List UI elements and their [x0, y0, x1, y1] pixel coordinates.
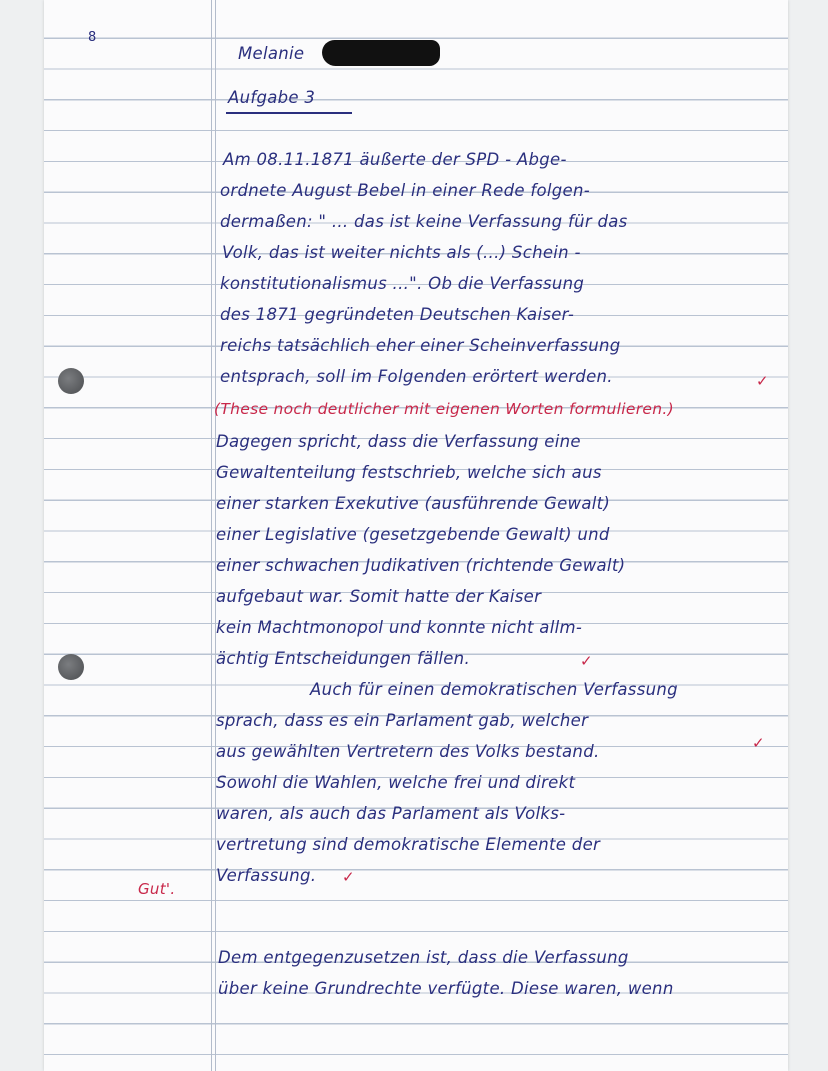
check-mark-2: ✓ [580, 652, 593, 670]
task-title: Aufgabe 3 [228, 88, 316, 107]
page-number: 8 [88, 30, 97, 45]
text-line-13: einer schwachen Judikativen (richtende Gewalt) [216, 556, 626, 575]
text-line-7: reichs tatsächlich eher einer Scheinverfassung [220, 336, 621, 355]
text-line-10: Gewaltenteilung festschrieb, welche sich aus [216, 463, 602, 482]
text-line-24: Dem entgegenzusetzen ist, dass die Verfassung [218, 948, 629, 967]
redaction-bar [322, 40, 440, 66]
margin-grade-note: Gut'. [138, 880, 176, 898]
text-line-14: aufgebaut war. Somit hatte der Kaiser [216, 587, 542, 606]
text-line-18: sprach, dass es ein Parlament gab, welcher [216, 711, 589, 730]
text-line-9: Dagegen spricht, dass die Verfassung eine [216, 432, 581, 451]
text-line-25: über keine Grundrechte verfügte. Diese waren, wenn [218, 979, 674, 998]
text-line-3: dermaßen: " ... das ist keine Verfassung für das [220, 212, 628, 231]
text-line-19: aus gewählten Vertretern des Volks bestand. [216, 742, 600, 761]
punch-hole-bottom [58, 654, 84, 680]
text-line-23: Verfassung. [216, 866, 317, 885]
text-line-12: einer Legislative (gesetzgebende Gewalt) und [216, 525, 610, 544]
text-line-22: vertretung sind demokratische Elemente der [216, 835, 601, 854]
student-name: Melanie [238, 44, 305, 63]
text-line-20: Sowohl die Wahlen, welche frei und direkt [216, 773, 576, 792]
punch-hole-top [58, 368, 84, 394]
text-line-4: Volk, das ist weiter nichts als (...) Schein - [222, 243, 581, 262]
text-line-17: Auch für einen demokratischen Verfassung [310, 680, 678, 699]
text-line-2: ordnete August Bebel in einer Rede folgen- [220, 181, 591, 200]
text-line-1: Am 08.11.1871 äußerte der SPD - Abge- [223, 150, 567, 169]
text-line-6: des 1871 gegründeten Deutschen Kaiser- [220, 305, 575, 324]
text-line-5: konstitutionalismus ...". Ob die Verfassung [220, 274, 585, 293]
check-mark-3: ✓ [752, 734, 765, 752]
text-line-16: ächtig Entscheidungen fällen. [216, 649, 470, 668]
teacher-comment: (These noch deutlicher mit eigenen Worten formulieren.) [214, 400, 674, 418]
text-line-11: einer starken Exekutive (ausführende Gewalt) [216, 494, 611, 513]
check-mark-4: ✓ [342, 868, 355, 886]
check-mark-1: ✓ [756, 372, 769, 390]
text-line-15: kein Machtmonopol und konnte nicht allm- [216, 618, 583, 637]
text-line-8: entsprach, soll im Folgenden erörtert werden. [220, 367, 613, 386]
task-title-underline [226, 112, 352, 114]
margin-rule [211, 0, 212, 1071]
text-line-21: waren, als auch das Parlament als Volks- [216, 804, 566, 823]
